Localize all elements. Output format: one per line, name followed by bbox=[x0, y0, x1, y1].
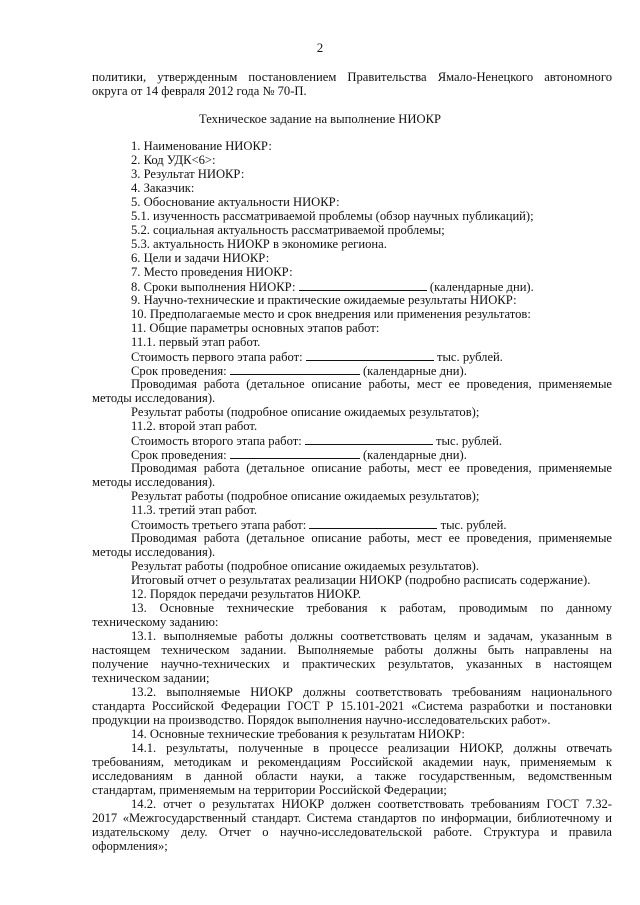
cost-unit: тыс. рублей. bbox=[436, 350, 503, 364]
item-14-2-line-1: 14.2. отчет о результатах НИОКР должен соответствовать требованиям ГОСТ 7.32- bbox=[131, 797, 612, 811]
term-label: Срок проведения: bbox=[131, 364, 227, 378]
stage-2-head: 11.2. второй этап работ. bbox=[131, 419, 258, 433]
stage-2-term bbox=[131, 447, 467, 462]
term-blank[interactable] bbox=[230, 447, 360, 459]
item-9: 9. Научно-технические и практические ожидаемые результаты НИОКР: bbox=[131, 293, 517, 307]
item-14-1-line-2: требованиям, методикам и рекомендациям Российской академии наук, применяемым к bbox=[92, 755, 612, 769]
term-label: Срок проведения: bbox=[131, 448, 227, 462]
stage-2-result: Результат работы (подробное описание ожидаемых результатов); bbox=[131, 489, 480, 503]
cost-unit: тыс. рублей. bbox=[436, 434, 503, 448]
item-14-1-line-1: 14.1. результаты, полученные в процессе реализации НИОКР, должны отвечать bbox=[131, 741, 612, 755]
term-unit: (календарные дни). bbox=[362, 364, 467, 378]
stage-1-work-line-1: Проводимая работа (детальное описание работы, мест ее проведения, применяемые bbox=[131, 377, 612, 391]
item-13-1-line-4: техническом задании; bbox=[92, 671, 210, 685]
item-13-2-line-3: продукции на производство. Порядок выполнения научно-исследовательских работ». bbox=[92, 713, 551, 727]
item-2: 2. Код УДК<6>: bbox=[131, 153, 216, 167]
item-14-1-line-3: исследованиям в данной области науки, а также государственным, ведомственным bbox=[92, 769, 612, 783]
cost-blank[interactable] bbox=[305, 433, 433, 445]
item-12: 12. Порядок передачи результатов НИОКР. bbox=[131, 587, 362, 601]
cost-blank[interactable] bbox=[306, 349, 434, 361]
item-3: 3. Результат НИОКР: bbox=[131, 167, 245, 181]
stage-3-work-line-2: методы исследования). bbox=[92, 545, 216, 559]
final-report: Итоговый отчет о результатах реализации НИОКР (подробно расписать содержание). bbox=[131, 573, 591, 587]
term-unit: (календарные дни). bbox=[362, 448, 467, 462]
item-10: 10. Предполагаемые место и срок внедрения или применения результатов: bbox=[131, 307, 531, 321]
document-title: Техническое задание на выполнение НИОКР bbox=[199, 112, 441, 126]
item-5-3: 5.3. актуальность НИОКР в экономике региона. bbox=[131, 237, 387, 251]
cost-blank[interactable] bbox=[309, 517, 437, 529]
item-8-label: 8. Сроки выполнения НИОКР: bbox=[131, 280, 296, 294]
item-13-line-1: 13. Основные технические требования к работам, проводимым по данному bbox=[131, 601, 612, 615]
item-13-1-line-1: 13.1. выполняемые работы должны соответствовать целям и задачам, указанным в bbox=[131, 629, 612, 643]
item-5-2: 5.2. социальная актуальность рассматриваемой проблемы; bbox=[131, 223, 445, 237]
item-8-unit: (календарные дни). bbox=[429, 280, 534, 294]
cost-label: Стоимость третьего этапа работ: bbox=[131, 518, 307, 532]
term-blank[interactable] bbox=[299, 279, 427, 291]
item-14-2-line-4: оформления»; bbox=[92, 839, 168, 853]
stage-2-work-line-2: методы исследования). bbox=[92, 475, 216, 489]
item-14: 14. Основные технические требования к результатам НИОКР: bbox=[131, 727, 465, 741]
stage-1-work-line-2: методы исследования). bbox=[92, 391, 216, 405]
cost-label: Стоимость второго этапа работ: bbox=[131, 434, 302, 448]
item-14-1-line-4: стандартам, применяемым на территории Российской Федерации; bbox=[92, 783, 447, 797]
stage-3-work-line-1: Проводимая работа (детальное описание работы, мест ее проведения, применяемые bbox=[131, 531, 612, 545]
stage-3-cost bbox=[131, 517, 507, 532]
item-7: 7. Место проведения НИОКР: bbox=[131, 265, 293, 279]
stage-2-cost bbox=[131, 433, 502, 448]
item-13-1-line-3: получение научно-технических и практических результатов, указанных в настоящем bbox=[92, 657, 612, 671]
item-13-2-line-2: стандарта Российской Федерации ГОСТ Р 15.101-2021 «Система разработки и постановки bbox=[92, 699, 612, 713]
item-8 bbox=[131, 279, 534, 294]
item-14-2-line-2: 2017 «Межгосударственный стандарт. Система стандартов по информации, библиотечному и bbox=[92, 811, 612, 825]
stage-1-cost bbox=[131, 349, 503, 364]
item-13-1-line-2: настоящем техническом задании. Выполняемые работы должны быть направлены на bbox=[92, 643, 612, 657]
intro-line-1: политики, утвержденным постановлением Правительства Ямало-Ненецкого автономного bbox=[92, 70, 612, 84]
item-6: 6. Цели и задачи НИОКР: bbox=[131, 251, 270, 265]
item-11: 11. Общие параметры основных этапов работ: bbox=[131, 321, 380, 335]
item-13-2-line-1: 13.2. выполняемые НИОКР должны соответствовать требованиям национального bbox=[131, 685, 612, 699]
item-5-1: 5.1. изученность рассматриваемой проблемы (обзор научных публикаций); bbox=[131, 209, 534, 223]
item-1: 1. Наименование НИОКР: bbox=[131, 139, 272, 153]
stage-1-result: Результат работы (подробное описание ожидаемых результатов); bbox=[131, 405, 480, 419]
cost-unit: тыс. рублей. bbox=[440, 518, 507, 532]
stage-1-head: 11.1. первый этап работ. bbox=[131, 335, 261, 349]
stage-3-result: Результат работы (подробное описание ожидаемых результатов). bbox=[131, 559, 479, 573]
stage-2-work-line-1: Проводимая работа (детальное описание работы, мест ее проведения, применяемые bbox=[131, 461, 612, 475]
stage-1-term bbox=[131, 363, 467, 378]
item-4: 4. Заказчик: bbox=[131, 181, 195, 195]
stage-3-head: 11.3. третий этап работ. bbox=[131, 503, 258, 517]
intro-line-2: округа от 14 февраля 2012 года № 70-П. bbox=[92, 84, 307, 98]
page-number: 2 bbox=[316, 40, 324, 55]
term-blank[interactable] bbox=[230, 363, 360, 375]
item-5: 5. Обоснование актуальности НИОКР: bbox=[131, 195, 340, 209]
item-14-2-line-3: издательскому делу. Отчет о научно-исследовательской работе. Структура и правила bbox=[92, 825, 612, 839]
item-13-line-2: техническому заданию: bbox=[92, 615, 219, 629]
cost-label: Стоимость первого этапа работ: bbox=[131, 350, 303, 364]
